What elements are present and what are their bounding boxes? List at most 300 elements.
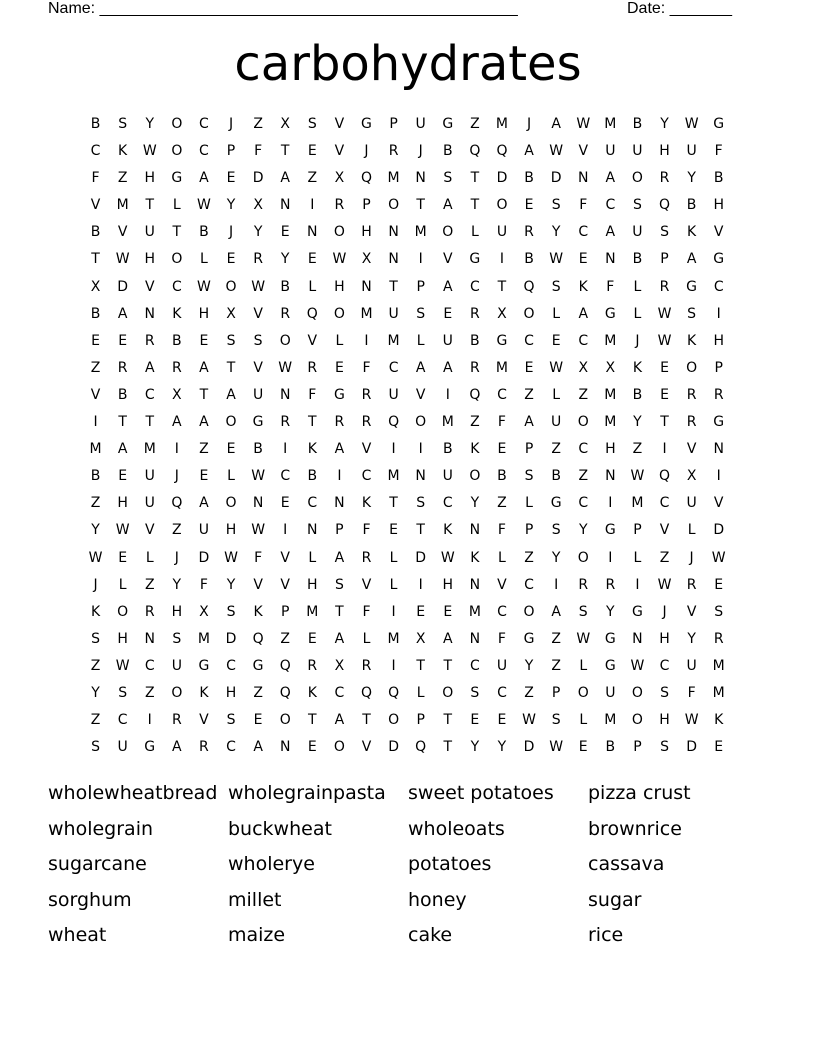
grid-letter: O: [388, 197, 400, 214]
grid-letter: H: [117, 495, 128, 512]
grid-letter: P: [660, 251, 669, 268]
grid-letter: Z: [524, 549, 534, 566]
grid-letter: D: [550, 170, 562, 187]
word-list-item: cassava: [588, 853, 665, 876]
grid-letter: T: [389, 495, 398, 512]
grid-letter: T: [470, 170, 480, 187]
grid-letter: J: [174, 549, 179, 566]
grid-letter: E: [226, 251, 236, 268]
grid-letter: I: [716, 305, 721, 322]
grid-letter: V: [280, 576, 290, 593]
grid-letter: C: [497, 386, 507, 403]
grid-letter: A: [199, 170, 209, 187]
grid-letter: T: [660, 414, 669, 431]
grid-letter: X: [605, 359, 616, 376]
grid-letter: C: [307, 495, 318, 512]
grid-letter: Z: [144, 684, 155, 701]
grid-letter: M: [604, 414, 617, 431]
grid-letter: C: [144, 657, 155, 674]
grid-letter: C: [578, 224, 589, 241]
grid-letter: R: [171, 359, 182, 376]
word-list-item: sugarcane: [48, 853, 147, 876]
grid-letter: M: [604, 116, 617, 132]
grid-letter: S: [118, 116, 128, 132]
grid-letter: G: [198, 657, 210, 674]
grid-letter: Z: [172, 522, 182, 539]
grid-letter: E: [578, 739, 588, 756]
grid-letter: S: [253, 332, 263, 349]
grid-letter: B: [199, 224, 209, 241]
grid-letter: P: [714, 359, 723, 376]
grid-letter: T: [335, 603, 344, 620]
grid-letter: H: [713, 197, 724, 214]
grid-letter: Z: [253, 684, 263, 701]
grid-letter: C: [659, 657, 670, 674]
grid-letter: R: [280, 414, 291, 431]
grid-letter: U: [605, 684, 616, 701]
grid-letter: T: [145, 197, 155, 214]
grid-letter: D: [252, 170, 264, 187]
grid-letter: H: [361, 224, 372, 241]
grid-letter: N: [605, 468, 616, 485]
grid-letter: O: [333, 305, 345, 322]
grid-letter: Q: [496, 143, 508, 160]
grid-letter: A: [117, 305, 128, 322]
grid-letter: C: [226, 739, 236, 756]
grid-letter: O: [631, 684, 643, 701]
grid-letter: Y: [91, 684, 100, 701]
grid-letter: B: [551, 468, 561, 485]
grid-letter: A: [172, 739, 182, 756]
grid-letter: H: [442, 576, 454, 593]
grid-letter: B: [632, 116, 643, 132]
grid-letter: X: [415, 630, 426, 647]
grid-letter: B: [90, 116, 101, 132]
grid-letter: M: [89, 441, 102, 458]
grid-letter: I: [391, 441, 396, 458]
grid-letter: V: [90, 197, 101, 214]
grid-letter: L: [416, 332, 425, 349]
grid-letter: K: [90, 603, 101, 620]
grid-letter: O: [279, 712, 291, 729]
grid-letter: Q: [279, 657, 291, 674]
grid-letter: N: [279, 739, 291, 756]
grid-letter: L: [579, 712, 588, 729]
grid-letter: M: [387, 170, 400, 187]
grid-letter: C: [361, 468, 372, 485]
grid-letter: N: [279, 197, 291, 214]
grid-letter: M: [306, 603, 319, 620]
grid-letter: E: [334, 359, 344, 376]
grid-letter: T: [443, 712, 453, 729]
grid-letter: V: [713, 224, 724, 241]
grid-letter: G: [469, 251, 481, 268]
grid-letter: V: [361, 739, 372, 756]
grid-letter: F: [199, 576, 208, 593]
grid-letter: P: [416, 278, 425, 295]
grid-letter: M: [387, 332, 400, 349]
grid-letter: F: [579, 197, 588, 214]
grid-letter: A: [253, 739, 263, 756]
grid-letter: N: [307, 224, 318, 241]
grid-letter: F: [497, 522, 506, 539]
grid-letter: R: [686, 414, 697, 431]
grid-letter: S: [416, 305, 426, 322]
grid-letter: H: [144, 251, 155, 268]
grid-letter: R: [144, 603, 155, 620]
grid-letter: L: [308, 549, 317, 566]
word-list-item: rice: [588, 924, 624, 947]
grid-letter: E: [253, 712, 263, 729]
grid-letter: Y: [226, 197, 236, 214]
grid-letter: A: [199, 359, 209, 376]
grid-letter: V: [442, 251, 453, 268]
grid-letter: S: [551, 522, 561, 539]
word-list-item: wholeoats: [408, 817, 505, 840]
word-list-item: brownrice: [588, 817, 682, 840]
grid-letter: F: [254, 549, 263, 566]
grid-letter: U: [686, 495, 697, 512]
grid-letter: I: [283, 522, 288, 539]
grid-letter: A: [226, 386, 236, 403]
grid-letter: G: [252, 414, 264, 431]
grid-letter: W: [440, 549, 455, 566]
grid-letter: Z: [90, 359, 101, 376]
grid-letter: R: [361, 414, 372, 431]
grid-letter: E: [226, 170, 236, 187]
grid-letter: L: [118, 576, 127, 593]
grid-letter: W: [549, 251, 564, 268]
grid-letter: X: [578, 359, 589, 376]
grid-letter: T: [443, 657, 453, 674]
grid-letter: R: [280, 305, 291, 322]
grid-letter: P: [362, 197, 371, 214]
grid-letter: W: [197, 278, 211, 295]
grid-letter: F: [362, 359, 371, 376]
grid-letter: G: [523, 630, 535, 647]
grid-letter: L: [362, 630, 371, 647]
grid-letter: C: [497, 684, 507, 701]
grid-letter: S: [551, 712, 561, 729]
grid-letter: A: [280, 170, 290, 187]
grid-letter: U: [686, 657, 697, 674]
grid-letter: M: [604, 332, 617, 349]
grid-letter: Y: [660, 116, 669, 132]
grid-letter: A: [442, 197, 453, 214]
grid-letter: I: [418, 576, 423, 593]
grid-letter: H: [117, 630, 128, 647]
grid-letter: F: [714, 143, 723, 160]
grid-letter: E: [714, 576, 724, 593]
grid-letter: V: [253, 576, 263, 593]
grid-letter: O: [225, 414, 237, 431]
grid-letter: E: [226, 441, 236, 458]
grid-letter: G: [686, 278, 698, 295]
grid-letter: R: [361, 386, 372, 403]
grid-letter: O: [333, 224, 345, 241]
grid-letter: K: [307, 684, 317, 701]
grid-letter: T: [226, 359, 236, 376]
grid-letter: K: [470, 441, 480, 458]
grid-letter: A: [578, 305, 589, 322]
grid-letter: I: [418, 441, 423, 458]
grid-letter: M: [604, 712, 617, 729]
grid-letter: C: [144, 386, 155, 403]
grid-letter: L: [416, 684, 425, 701]
grid-letter: M: [604, 386, 617, 403]
grid-letter: R: [307, 657, 318, 674]
grid-letter: Q: [306, 305, 318, 322]
grid-letter: D: [117, 278, 129, 295]
grid-letter: R: [713, 386, 724, 403]
grid-letter: I: [283, 441, 288, 458]
grid-letter: I: [147, 712, 152, 729]
grid-letter: O: [333, 739, 345, 756]
grid-letter: C: [497, 603, 507, 620]
grid-letter: J: [418, 143, 423, 160]
grid-letter: W: [630, 657, 645, 674]
grid-letter: A: [117, 441, 128, 458]
grid-letter: U: [605, 143, 616, 160]
grid-letter: H: [659, 143, 670, 160]
grid-letter: N: [469, 522, 481, 539]
grid-letter: M: [387, 630, 400, 647]
grid-letter: Z: [524, 386, 534, 403]
grid-letter: N: [144, 630, 155, 647]
grid-letter: E: [118, 332, 128, 349]
word-list-item: sorghum: [48, 888, 132, 911]
letter-grid: [82, 114, 732, 764]
grid-letter: U: [442, 468, 453, 485]
grid-letter: C: [605, 197, 616, 214]
grid-letter: G: [713, 116, 725, 132]
grid-letter: X: [497, 305, 507, 322]
grid-letter: Z: [578, 468, 589, 485]
grid-letter: X: [280, 116, 290, 132]
grid-letter: N: [388, 251, 399, 268]
grid-letter: O: [171, 143, 183, 160]
grid-letter: X: [253, 197, 263, 214]
grid-letter: Z: [253, 116, 263, 132]
grid-letter: I: [554, 576, 559, 593]
grid-letter: G: [361, 116, 372, 132]
grid-letter: T: [362, 712, 371, 729]
grid-letter: O: [577, 549, 589, 566]
grid-letter: P: [335, 522, 344, 539]
grid-letter: V: [144, 522, 155, 539]
grid-letter: M: [495, 116, 508, 132]
grid-letter: A: [686, 251, 697, 268]
grid-letter: R: [361, 549, 372, 566]
grid-letter: D: [686, 739, 697, 756]
grid-letter: C: [578, 441, 589, 458]
grid-letter: G: [604, 630, 616, 647]
grid-letter: S: [660, 224, 669, 241]
grid-letter: U: [171, 657, 182, 674]
grid-letter: O: [523, 305, 535, 322]
grid-letter: M: [414, 224, 427, 241]
grid-letter: Q: [469, 386, 481, 403]
grid-letter: E: [524, 197, 534, 214]
grid-letter: Z: [632, 441, 643, 458]
grid-letter: B: [632, 386, 643, 403]
grid-letter: S: [470, 684, 480, 701]
grid-letter: N: [713, 441, 724, 458]
grid-letter: D: [225, 630, 237, 647]
grid-letter: B: [470, 332, 480, 349]
grid-letter: E: [307, 143, 317, 160]
grid-letter: Y: [551, 549, 561, 566]
word-list-item: potatoes: [408, 853, 492, 876]
grid-letter: O: [577, 414, 589, 431]
grid-letter: R: [659, 170, 670, 187]
grid-letter: G: [550, 495, 562, 512]
grid-letter: G: [496, 332, 508, 349]
grid-letter: O: [577, 684, 589, 701]
word-list-item: wheat: [48, 924, 107, 947]
grid-letter: R: [361, 657, 372, 674]
grid-letter: C: [442, 495, 453, 512]
grid-letter: O: [496, 197, 508, 214]
grid-letter: T: [443, 739, 453, 756]
grid-letter: C: [469, 657, 480, 674]
grid-letter: W: [657, 305, 672, 322]
word-list-item: wholewheatbread: [48, 782, 218, 804]
grid-letter: B: [713, 170, 724, 187]
grid-letter: D: [388, 739, 399, 756]
grid-letter: Z: [659, 549, 670, 566]
grid-letter: G: [252, 657, 264, 674]
grid-letter: W: [576, 116, 591, 132]
grid-letter: C: [90, 143, 101, 160]
grid-letter: U: [252, 386, 264, 403]
grid-letter: K: [118, 143, 128, 160]
grid-letter: Y: [551, 224, 561, 241]
grid-letter: F: [254, 143, 263, 160]
grid-letter: R: [334, 414, 345, 431]
grid-letter: E: [307, 251, 317, 268]
grid-letter: E: [714, 739, 724, 756]
grid-letter: E: [660, 359, 669, 376]
grid-letter: G: [604, 657, 616, 674]
grid-letter: X: [686, 468, 697, 485]
grid-letter: D: [198, 549, 210, 566]
grid-letter: U: [117, 739, 128, 756]
grid-letter: A: [334, 549, 345, 566]
grid-letter: U: [632, 143, 643, 160]
grid-letter: A: [605, 224, 616, 241]
grid-letter: B: [442, 143, 453, 160]
grid-letter: Q: [388, 414, 400, 431]
grid-letter: I: [418, 251, 423, 268]
grid-letter: O: [388, 712, 400, 729]
grid-letter: Z: [578, 386, 589, 403]
grid-letter: S: [226, 332, 236, 349]
grid-letter: I: [364, 332, 369, 349]
grid-letter: A: [334, 630, 345, 647]
grid-letter: J: [662, 603, 667, 620]
grid-letter: R: [388, 143, 399, 160]
grid-letter: C: [117, 712, 128, 729]
grid-letter: K: [172, 305, 182, 322]
grid-letter: Z: [524, 684, 534, 701]
grid-letter: W: [549, 359, 564, 376]
grid-letter: D: [713, 522, 725, 539]
grid-letter: Q: [659, 468, 671, 485]
grid-letter: V: [686, 441, 697, 458]
grid-letter: N: [632, 630, 643, 647]
grid-letter: M: [360, 305, 373, 322]
grid-letter: R: [334, 197, 345, 214]
grid-letter: L: [552, 386, 561, 403]
word-list-item: wholegrain: [48, 817, 154, 840]
grid-letter: B: [442, 441, 453, 458]
grid-letter: U: [496, 657, 508, 674]
grid-letter: O: [631, 712, 643, 729]
grid-letter: Z: [551, 657, 561, 674]
grid-letter: S: [551, 197, 561, 214]
grid-letter: X: [334, 170, 345, 187]
grid-letter: U: [144, 495, 155, 512]
grid-letter: E: [443, 305, 453, 322]
grid-letter: Y: [172, 576, 182, 593]
grid-letter: K: [443, 522, 453, 539]
grid-letter: S: [660, 684, 669, 701]
grid-letter: N: [279, 386, 291, 403]
grid-letter: Y: [145, 116, 155, 132]
grid-letter: E: [389, 522, 398, 539]
grid-letter: E: [118, 468, 128, 485]
grid-letter: V: [686, 603, 697, 620]
grid-letter: A: [172, 414, 182, 431]
grid-letter: D: [523, 739, 535, 756]
grid-letter: B: [90, 224, 101, 241]
grid-letter: B: [497, 468, 507, 485]
grid-letter: V: [578, 143, 589, 160]
word-list-item: sugar: [588, 888, 642, 911]
grid-letter: O: [523, 603, 535, 620]
grid-letter: C: [524, 332, 534, 349]
grid-letter: A: [551, 603, 561, 620]
grid-letter: D: [496, 170, 508, 187]
grid-letter: U: [388, 386, 399, 403]
grid-letter: C: [578, 332, 589, 349]
grid-letter: A: [415, 359, 426, 376]
grid-letter: E: [551, 332, 561, 349]
grid-letter: K: [632, 359, 643, 376]
grid-letter: I: [174, 441, 179, 458]
grid-letter: A: [524, 143, 534, 160]
word-list-item: millet: [228, 888, 282, 911]
grid-letter: H: [144, 170, 155, 187]
grid-letter: R: [686, 576, 697, 593]
grid-letter: R: [144, 332, 155, 349]
grid-letter: W: [251, 468, 266, 485]
grid-letter: Y: [578, 522, 588, 539]
grid-letter: G: [171, 170, 183, 187]
page-title: carbohydrates: [234, 36, 582, 92]
grid-letter: B: [605, 739, 616, 756]
grid-letter: T: [308, 414, 317, 431]
grid-letter: R: [713, 630, 724, 647]
grid-letter: J: [526, 116, 532, 132]
grid-letter: S: [91, 630, 100, 647]
grid-letter: T: [470, 197, 480, 214]
grid-letter: K: [253, 603, 263, 620]
grid-letter: Z: [470, 116, 480, 132]
grid-letter: F: [362, 522, 371, 539]
grid-letter: V: [334, 143, 345, 160]
